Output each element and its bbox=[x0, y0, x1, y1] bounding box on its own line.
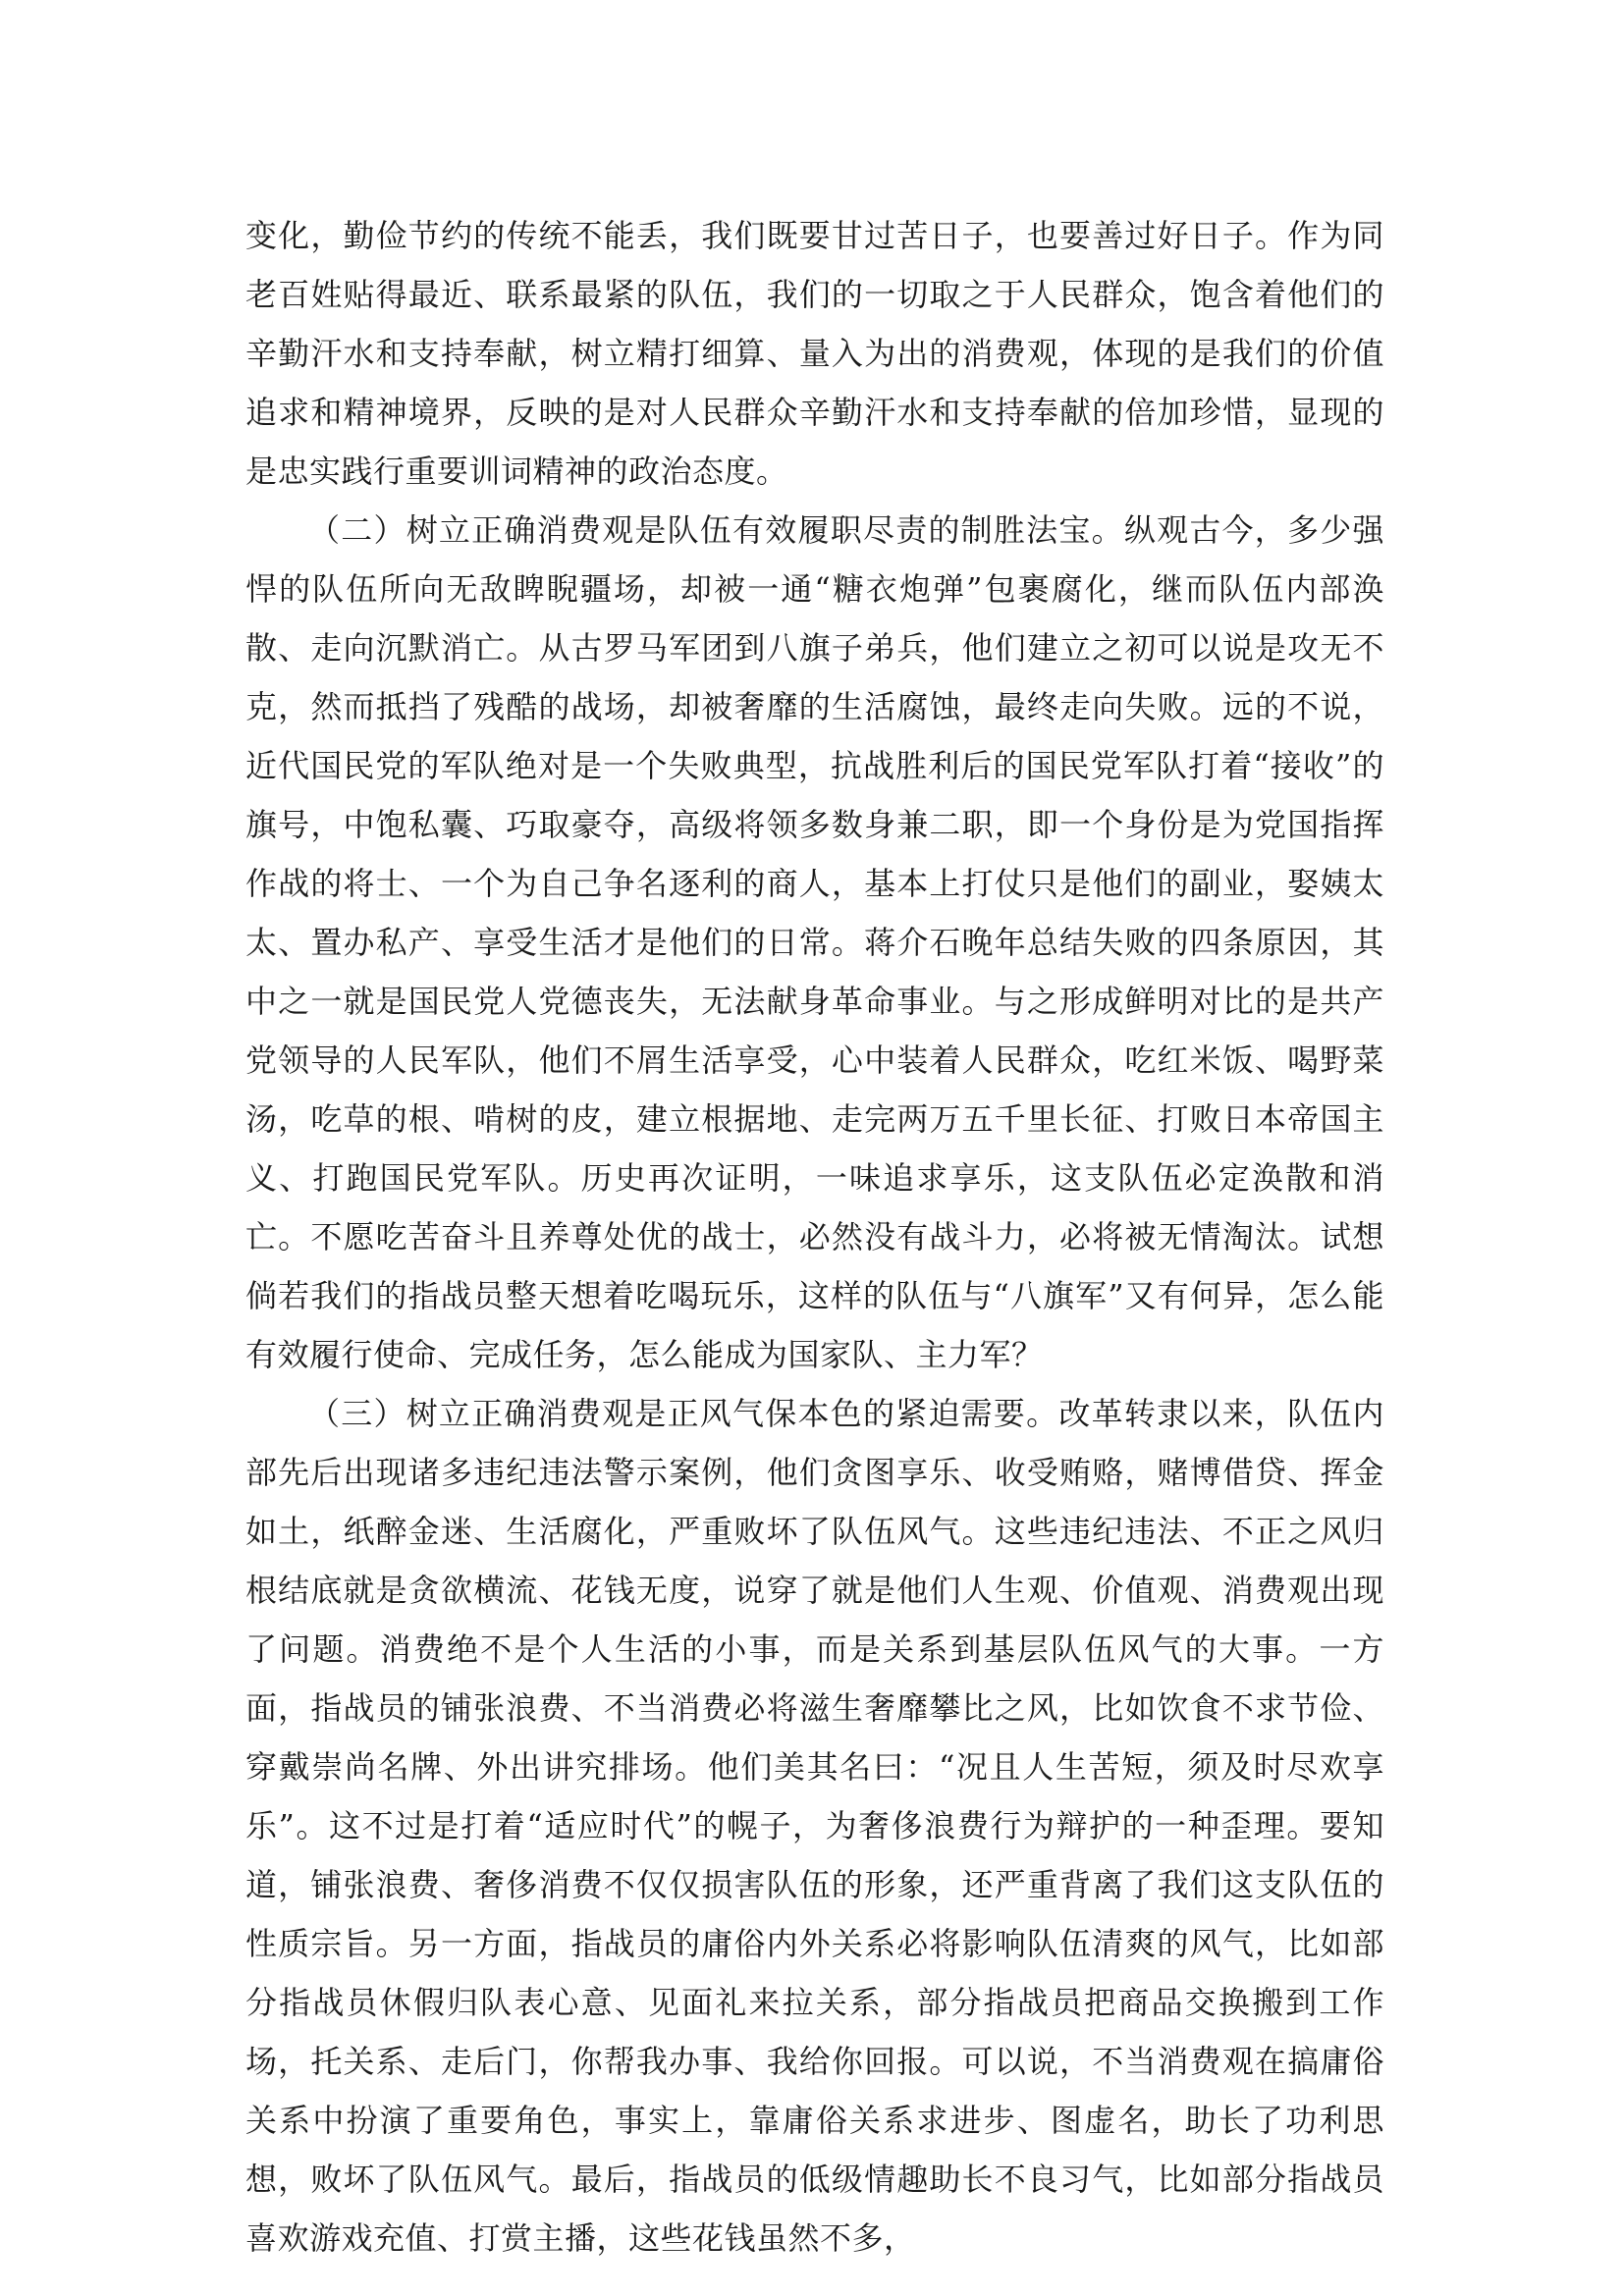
paragraph-2: （二）树立正确消费观是队伍有效履职尽责的制胜法宝。纵观古今，多少强悍的队伍所向无敌睥睨疆场，却被一通“糖衣炮弹”包裹腐化，继而队伍内部涣散、走向沉默消亡。从古罗马军团到八旗子弟兵，他们建立之初可以说是攻无不克，然而抵挡了残酷的战场，却被奢靡的生活腐蚀，最终走向失败。远的不说，近代国民党的军队绝对是一个失败典型，抗战胜利后的国民党军队打着“接收”的旗号，中饱私囊、巧取豪夺，高级将领多数身兼二职，即一个身份是为党国指挥作战的将士、一个为自己争名逐利的商人，基本上打仗只是他们的副业，娶姨太太、置办私产、享受生活才是他们的日常。蒋介石晚年总结失败的四条原因，其中之一就是国民党人党德丧失，无法献身革命事业。与之形成鲜明对比的是共产党领导的人民军队，他们不屑生活享受，心中装着人民群众，吃红米饭、喝野菜汤，吃草的根、啃树的皮，建立根据地、走完两万五千里长征、打败日本帝国主义、打跑国民党军队。历史再次证明，一味追求享乐，这支队伍必定涣散和消亡。不愿吃苦奋斗且养尊处优的战士，必然没有战斗力，必将被无情淘汰。试想倘若我们的指战员整天想着吃喝玩乐，这样的队伍与“八旗军”又有何异，怎么能有效履行使命、完成任务，怎么能成为国家队、主力军？ bbox=[245, 511, 1384, 1373]
paragraph-3: （三）树立正确消费观是正风气保本色的紧迫需要。改革转隶以来，队伍内部先后出现诸多违纪违法警示案例，他们贪图享乐、收受贿赂，赌博借贷、挥金如土，纸醉金迷、生活腐化，严重败坏了队伍风气。这些违纪违法、不正之风归根结底就是贪欲横流、花钱无度，说穿了就是他们人生观、价值观、消费观出现了问题。消费绝不是个人生活的小事，而是关系到基层队伍风气的大事。一方面，指战员的铺张浪费、不当消费必将滋生奢靡攀比之风，比如饮食不求节俭、穿戴崇尚名牌、外出讲究排场。他们美其名曰：“况且人生苦短，须及时尽欢享乐”。这不过是打着“适应时代”的幌子，为奢侈浪费行为辩护的一种歪理。要知道，铺张浪费、奢侈消费不仅仅损害队伍的形象，还严重背离了我们这支队伍的性质宗旨。另一方面，指战员的庸俗内外关系必将影响队伍清爽的风气，比如部分指战员休假归队表心意、见面礼来拉关系，部分指战员把商品交换搬到工作场，托关系、走后门，你帮我办事、我给你回报。可以说，不当消费观在搞庸俗关系中扮演了重要角色，事实上，靠庸俗关系求进步、图虚名，助长了功利思想，败坏了队伍风气。最后，指战员的低级情趣助长不良习气，比如部分指战员喜欢游戏充值、打赏主播，这些花钱虽然不多， bbox=[245, 1395, 1384, 2257]
paragraph-1: 变化，勤俭节约的传统不能丢，我们既要甘过苦日子，也要善过好日子。作为同老百姓贴得最近、联系最紧的队伍，我们的一切取之于人民群众，饱含着他们的辛勤汗水和支持奉献，树立精打细算、量入为出的消费观，体现的是我们的价值追求和精神境界，反映的是对人民群众辛勤汗水和支持奉献的倍加珍惜，显现的是忠实践行重要训词精神的政治态度。 bbox=[245, 217, 1384, 490]
document-body bbox=[245, 206, 1384, 2268]
